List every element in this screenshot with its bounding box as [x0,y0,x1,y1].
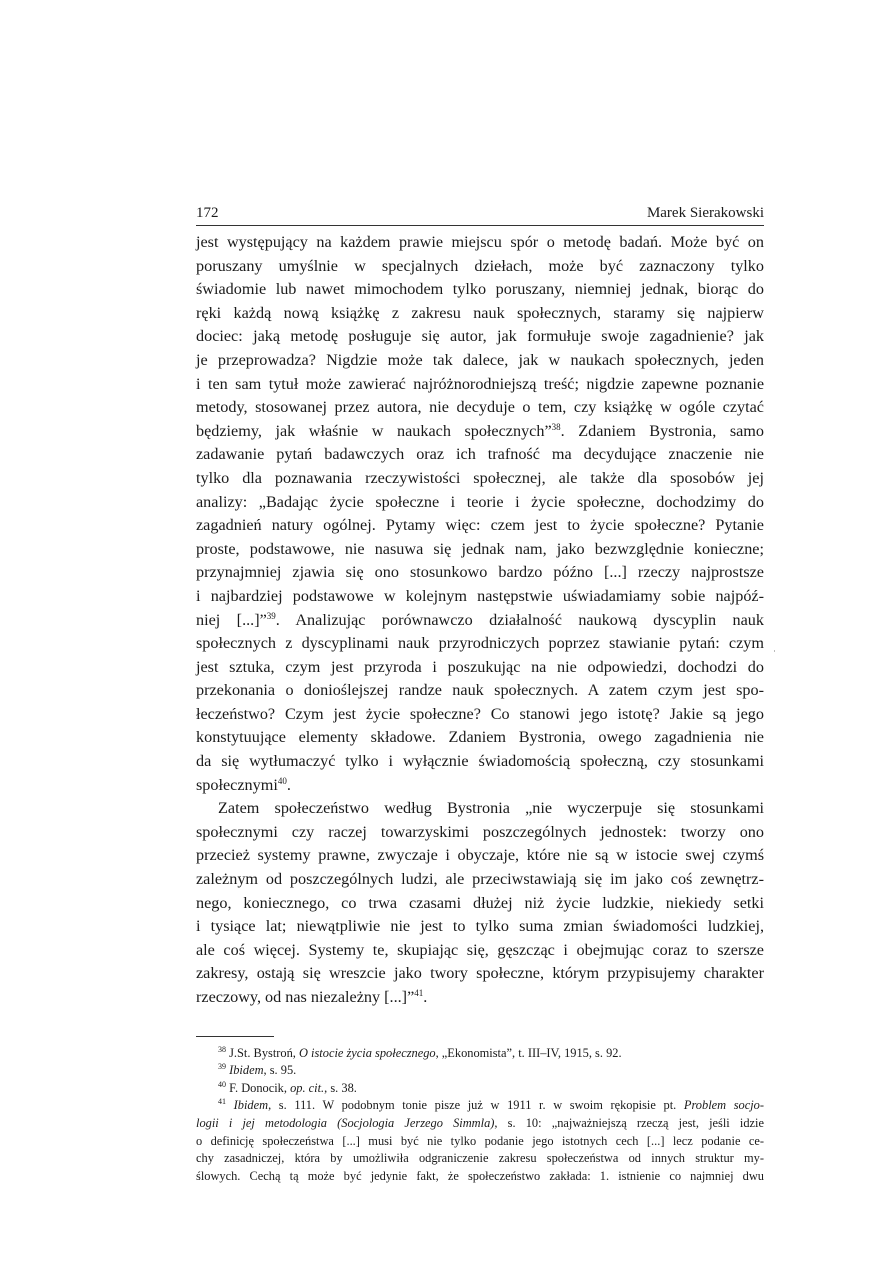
page [196,204,764,1185]
footnote-ref-38[interactable]: 38 [551,421,561,432]
footnote-number: 38 [218,1044,226,1054]
text-line: analizy: „Badając życie społeczne i teorie i życie społeczne, dochodzimy do [196,492,764,511]
footnote-line: ślowych. Cechą tą może być jedynie fakt, że społeczeństwo zakłada: 1. istnienie co najmniej dwu [196,1168,764,1183]
text-line: proste, podstawowe, nie nasuwa się jednak nam, jako bezwzględnie konieczne; [196,539,764,558]
text-line: Zatem społeczeństwo według Bystronia „nie wyczerpuje się stosunkami [218,799,764,818]
text-line [196,609,764,633]
text-line: przecież systemy prawne, zwyczaje i obyczaje, które nie są w istocie swej czymś [196,846,764,865]
footnote-39 [196,1062,764,1080]
footnote-ref-40[interactable]: 40 [277,775,287,786]
text-line: zależnym od poszczególnych ludzi, ale przeciwstawiają się im jako coś zewnętrz- [196,870,764,889]
text-line: zakresy, ostają się wreszcie jako twory społeczne, którym przypisujemy charakter [196,964,764,983]
text-line: społecznych z dyscyplinami nauk przyrodniczych poprzez stawianie pytań: czym [196,634,764,653]
footnote-author: J.St. Bystroń, [229,1045,299,1060]
text-line: je przeprowadza? Nigdzie może tak dalece, jak w naukach społecznych, jeden [196,350,764,369]
footnotes [196,1045,764,1186]
text-segment: będziemy, jak właśnie w naukach społecznych” [196,421,552,440]
text-line: jest sztuka, czym jest przyroda i poszukując na nie odpowiedzi, dochodzi do [196,657,764,676]
footnote-source: , s. 38. [324,1080,357,1095]
text-line: jest występujący na każdem prawie miejscu spór o metodę badań. Może być on [196,233,764,251]
text-line: przynajmniej zjawia się ono stosunkowo bardzo późno [...] rzeczy najprostsze [196,563,764,582]
text-segment: . [286,775,291,794]
text-line: dociec: jaką metodę posługuje się autor, jak formułuje swoje zagadnienie? jak [196,327,764,346]
text-line: da się wytłumaczyć tylko i wyłącznie świadomością społeczną, czy stosunkami [196,752,764,771]
footnote-author: F. Donocik, [229,1080,291,1095]
text-line: społecznymi czy raczej towarzyskimi poszczególnych jednostek: tworzy ono [196,822,764,841]
text-line: metody, stosowanej przez autora, nie decyduje o tem, czy książkę w ogóle czytać [196,398,764,417]
text-line: i ten sam tytuł może zawierać najróżnorodniejszą treść; nigdzie zapewne poznanie [196,374,764,393]
footnote-ref-39[interactable]: 39 [266,610,276,621]
footnote-separator [196,1036,274,1037]
footnote-number: 41 [218,1097,226,1107]
scan-speck [774,650,775,652]
text-segment: niej [...]” [196,610,267,629]
text-line: ale coś więcej. Systemy te, skupiając się, gęszcząc i obejmując coraz to szersze [196,940,764,959]
footnote-41 [196,1097,764,1185]
paragraph-2 [196,797,764,1009]
footnote-line: o definicję społeczeństwa [...] musi być nie tylko podanie jego istotnych cech [...] lecz podanie ce- [196,1133,764,1148]
text-line: rzeczowy, od nas niezależny [...]”$^{41}$. [196,988,428,1006]
text-segment: rzeczowy, od nas niezależny [...]” [196,988,415,1006]
footnote-title: Problem socjo- [683,1098,764,1113]
footnote-number: 40 [218,1079,226,1089]
running-head [196,204,764,226]
footnote-title: O istocie życia społecznego [299,1045,436,1060]
text-line: ręki każdą nową książkę z zakresu nauk społecznych, staramy się najpierw [196,303,764,322]
footnote-number: 39 [218,1062,226,1072]
text-line: zagadnień natury ogólnej. Pytamy więc: czem jest to życie społeczne? Pytanie [196,516,764,535]
footnote-line: chy zasadniczej, która by umożliwiła odgraniczenie zakresu społeczeństwa od innych struktur my- [196,1151,764,1166]
text-line: i najbardziej podstawowe w kolejnym następstwie uświadamiamy sobie najpóź- [196,586,764,605]
text-line: i tysiące lat; niewątpliwie nie jest to tylko suma zmian świadomości ludzkiej, [196,917,764,936]
text-segment: społecznymi [196,775,278,794]
text-line [196,420,764,444]
footnote-title: logii i jej metodologia (Socjologia Jerzego Simmla) [196,1115,495,1130]
text-line: zadawanie pytań badawczych oraz ich trafność ma decydujące znaczenie nie [196,445,764,464]
footnote-line [196,1097,764,1115]
footnote-ref-41[interactable]: 41 [414,988,424,998]
footnote-line [196,1115,764,1133]
footnote-text: , s. 111. W podobnym tonie pisze już w 1911 r. w swoim rękopisie pt. [268,1098,684,1113]
text-line: poruszany umyślnie w specjalnych dziełach, może być zaznaczony tylko [196,256,764,275]
footnote-text: , s. 10: „najważniejszą rzeczą jest, jeśli idzie [494,1115,764,1130]
footnote-ibid: Ibidem [233,1098,269,1113]
running-head-author: Marek Sierakowski [646,205,764,221]
text-segment: . Analizując porównawczo działalność naukową dyscyplin nauk [275,610,764,629]
footnote-40 [196,1080,764,1098]
text-line: tylko dla poznawania rzeczywistości społecznej, ale także dla sposobów jej [196,468,764,487]
footnote-opcit: op. cit. [290,1080,325,1095]
footnote-38 [196,1045,764,1063]
text-line [196,774,764,798]
text-line: konstytuujące elementy składowe. Zdaniem Bystronia, owego zagadnienia nie [196,728,764,747]
footnote-ibid: Ibidem [229,1063,264,1078]
footnote-source: , „Ekonomista”, t. III–IV, 1915, s. 92. [435,1045,622,1060]
paragraph-1 [196,231,764,797]
text-line: nego, koniecznego, co trwa czasami dłużej niż życie ludzkie, niekiedy setki [196,893,764,912]
text-segment: . Zdaniem Bystronia, samo [560,421,764,440]
text-line: łeczeństwo? Czym jest życie społeczne? Co stanowi jego istotę? Jakie są jego [196,704,764,723]
footnote-source: , s. 95. [263,1063,297,1078]
text-line: świadomie lub nawet mimochodem tylko poruszany, niemniej jednak, biorąc do [196,280,764,299]
page-number: 172 [196,205,219,221]
text-line: przekonania o donioślejszej randze nauk społecznych. A zatem czym jest spo- [196,681,764,700]
main-text [196,231,764,1010]
